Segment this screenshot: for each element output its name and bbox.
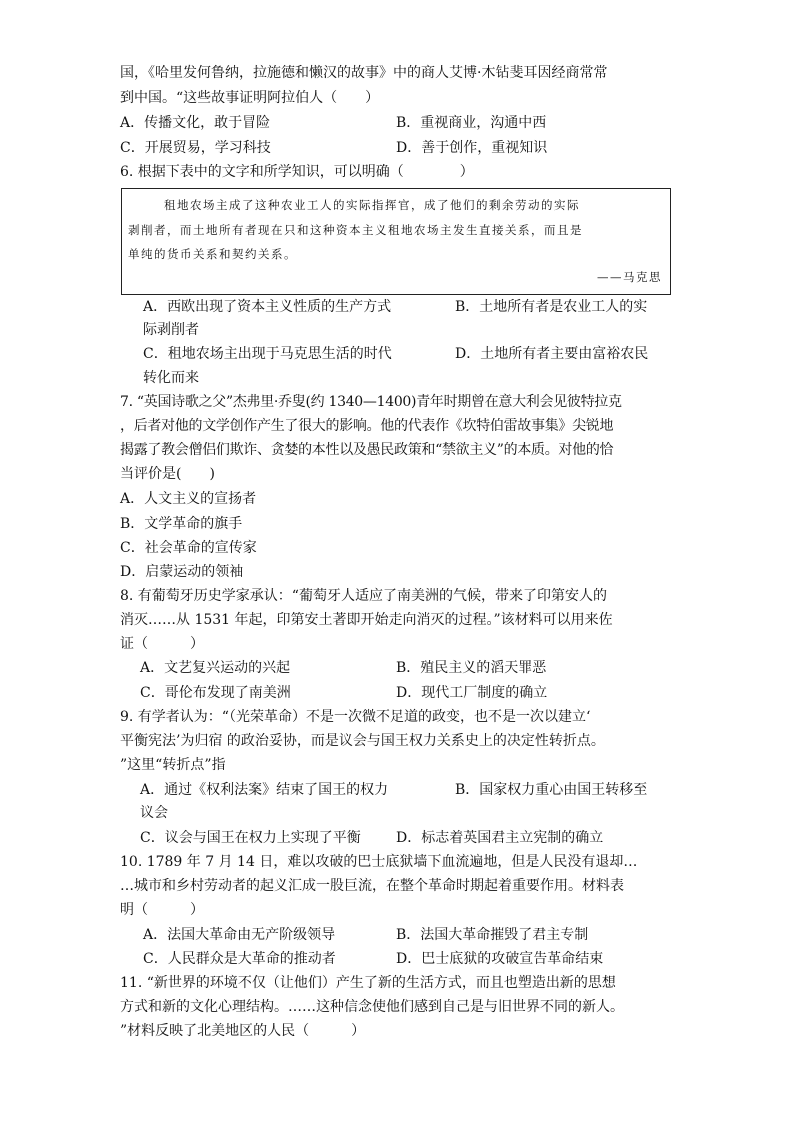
q8-stem-line: 8. 有葡萄牙历史学家承认：“葡萄牙人适应了南美洲的气候，带来了印第安人的 bbox=[120, 588, 607, 604]
q6-stem: 6. 根据下表中的文字和所学知识，可以明确（ ） bbox=[120, 164, 474, 180]
q8-option-c: C．哥伦布发现了南美洲 bbox=[140, 685, 291, 701]
q5-option-b: B．重视商业，沟通中西 bbox=[396, 115, 547, 131]
q6-quote-line: 单纯的货币关系和契约关系。 bbox=[128, 247, 297, 261]
q10-option-a: A．法国大革命由无产阶级领导 bbox=[143, 927, 336, 943]
q6-option-b: B．土地所有者是农业工人的实 bbox=[455, 299, 648, 315]
q6-quote-box bbox=[121, 188, 671, 295]
q11-stem-line: 方式和新的文化心理结构。……这种信念使他们感到自己是与旧世界不同的新人。 bbox=[120, 999, 624, 1015]
q7-option-b: B．文学革命的旗手 bbox=[120, 516, 243, 532]
q8-stem-line: 消灭……从 1531 年起，印第安土著即开始走向消灭的过程。”该材料可以用来佐 bbox=[120, 612, 613, 628]
q7-stem-line: 当评价是( ) bbox=[120, 466, 215, 482]
q6-option-b-cont: 际剥削者 bbox=[143, 322, 199, 338]
q10-stem-line: 明（ ） bbox=[120, 902, 204, 918]
q7-stem-line: 7. “英国诗歌之父”杰弗里·乔叟(约 1340—1400)青年时期曾在意大利会见彼特拉克 bbox=[120, 394, 622, 410]
q8-option-b: B．殖民主义的滔天罪恶 bbox=[396, 660, 547, 676]
q9-option-a: A．通过《权利法案》结束了国王的权力 bbox=[140, 782, 389, 798]
q6-option-c: C．租地农场主出现于马克思生活的时代 bbox=[143, 346, 392, 362]
q10-stem-line: 10. 1789 年 7 月 14 日，难以攻破的巴士底狱墙下血流遍地，但是人民没有退却… bbox=[120, 854, 638, 870]
q6-quote-line: 租地农场主成了这种农业工人的实际指挥官，成了他们的剩余劳动的实际 bbox=[164, 198, 580, 212]
q9-stem-line: 9. 有学者认为：“（光荣革命）不是一次微不足道的政变，也不是一次以建立‘ bbox=[120, 709, 591, 725]
q10-stem-line: …城市和乡村劳动者的起义汇成一股巨流，在整个革命时期起着重要作用。材料表 bbox=[120, 878, 624, 894]
q9-stem-line: 平衡宪法’为归宿 的政治妥协，而是议会与国王权力关系史上的决定性转折点。 bbox=[120, 733, 605, 749]
q7-option-d: D．启蒙运动的领袖 bbox=[120, 564, 244, 580]
q6-option-d-cont: 转化而来 bbox=[143, 370, 199, 386]
q9-option-d: D．标志着英国君主立宪制的确立 bbox=[396, 830, 604, 846]
q9-stem-line: ”这里“转折点”指 bbox=[120, 757, 226, 773]
q5-stem-line: 到中国。“这些故事证明阿拉伯人（ ） bbox=[120, 90, 380, 106]
q9-option-b-cont: 议会 bbox=[140, 805, 168, 821]
q8-option-d: D．现代工厂制度的确立 bbox=[396, 685, 548, 701]
q6-quote-source: ——马克思 bbox=[597, 270, 662, 284]
q11-stem-line: ”材料反映了北美地区的人民（ ） bbox=[120, 1023, 366, 1039]
q6-option-d: D．土地所有者主要由富裕农民 bbox=[455, 346, 649, 362]
q7-option-c: C．社会革命的宣传家 bbox=[120, 540, 257, 556]
q5-option-c: C．开展贸易，学习科技 bbox=[120, 140, 271, 156]
q9-option-b: B．国家权力重心由国王转移至 bbox=[455, 782, 648, 798]
q7-stem-line: ，后者对他的文学创作产生了很大的影响。他的代表作《坎特伯雷故事集》尖锐地 bbox=[120, 418, 614, 434]
q9-option-c: C．议会与国王在权力上实现了平衡 bbox=[140, 830, 361, 846]
q10-option-d: D．巴士底狱的攻破宣告革命结束 bbox=[396, 951, 604, 967]
q5-option-d: D．善于创作，重视知识 bbox=[396, 140, 548, 156]
q8-stem-line: 证（ ） bbox=[120, 636, 204, 652]
q10-option-c: C．人民群众是大革命的推动者 bbox=[143, 951, 336, 967]
q7-stem-line: 揭露了教会僧侣们欺诈、贪婪的本性以及愚民政策和“禁欲主义”的本质。对他的恰 bbox=[120, 442, 614, 458]
q10-option-b: B．法国大革命摧毁了君主专制 bbox=[396, 927, 589, 943]
q5-option-a: A．传播文化，敢于冒险 bbox=[120, 115, 271, 131]
q8-option-a: A．文艺复兴运动的兴起 bbox=[140, 660, 291, 676]
q6-quote-line: 剥削者，而土地所有者现在只和这种资本主义租地农场主发生直接关系，而且是 bbox=[128, 223, 583, 237]
q5-stem-line: 国，《哈里发何鲁纳，拉施德和懒汉的故事》中的商人艾博·木钻斐耳因经商常常 bbox=[120, 65, 608, 81]
q11-stem-line: 11. “新世界的环境不仅（让他们）产生了新的生活方式，而且也塑造出新的思想 bbox=[120, 975, 616, 991]
q6-option-a: A．西欧出现了资本主义性质的生产方式 bbox=[143, 299, 392, 315]
q7-option-a: A．人文主义的宣扬者 bbox=[120, 491, 257, 507]
